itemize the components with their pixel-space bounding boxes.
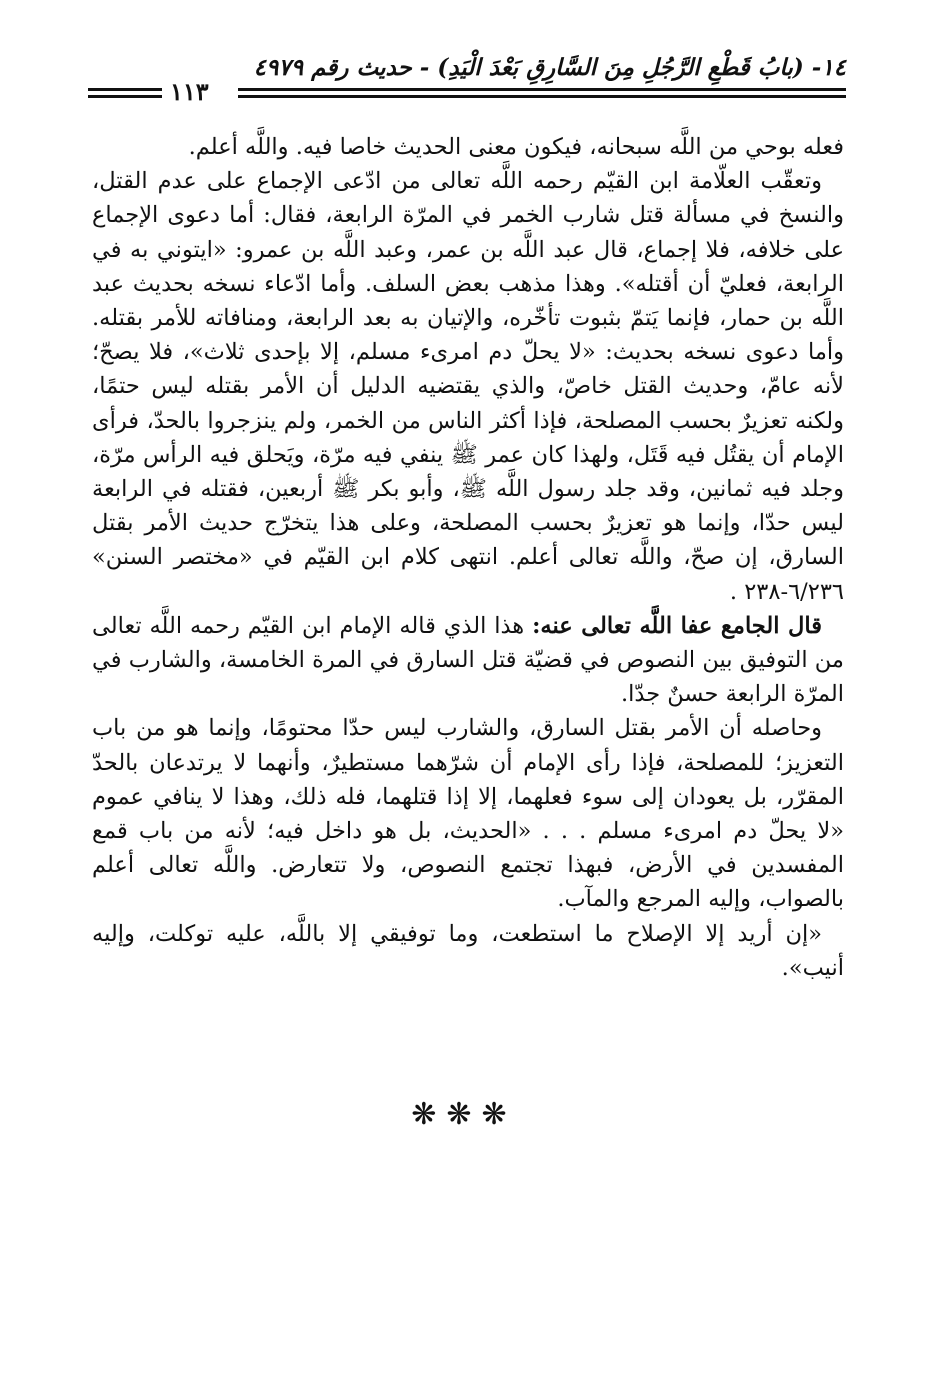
paragraph-text: فعله بوحي من اللَّه سبحانه، فيكون معنى الحديث خاصا فيه. واللَّه أعلم. [188,134,844,160]
paragraph-5 [92,917,844,985]
paragraph-4 [92,711,844,916]
paragraph-text: وحاصله أن الأمر بقتل السارق، والشارب ليس حدّا محتومًا، وإنما هو من باب التعزيز؛ للمصلحة، فإذا رأى الإمام أن شرّهما مستطيرٌ، وأنهما لا يرتدعان بالحدّ المقرّر، بل يعودان إلى سوء فعلهما، إلا إذا قتلهما، فله ذلك، وهذا لا ينافي عموم «لا يحلّ دم امرىء مسلم . . . «الحديث، بل هو داخل فيه؛ لأنه من باب قمع المفسدين في الأرض، فبهذا تجتمع النصوص، ولا تتعارض. واللَّه تعالى أعلم بالصواب، وإليه المرجع والمآب. [92,715,844,913]
main-text [92,130,844,985]
paragraph-2 [92,164,844,609]
header-rule [238,88,846,98]
paragraph-3 [92,609,844,712]
paragraph-1 [92,130,844,164]
chapter-title: ١٤- (بابُ قَطْعِ الرَّجُلِ مِنَ السَّارِقِ بَعْدَ الْيَدِ) - حديث رقم ٤٩٧٩ [253,54,846,81]
paragraph-text: «إن أريد إلا الإصلاح ما استطعت، وما توفيقي إلا باللَّه، عليه توكلت، وإليه أنيب». [92,920,844,981]
paragraph-text: وتعقّب العلّامة ابن القيّم رحمه اللَّه تعالى من ادّعى الإجماع على عدم القتل، والنسخ في مسألة قتل شارب الخمر في المرّة الرابعة، فقال: أما دعوى الإجماع على خلافه، فلا إجماع، قال عبد اللَّه بن عمر، وعبد اللَّه بن عمرو: «ايتوني به في الرابعة، فعليّ أن أقتله». وهذا مذهب بعض السلف. وأما ادّعاء نسخه بحديث عبد اللَّه بن حمار، فإنما يَتمّ بثبوت تأخّره، والإتيان به بعد الرابعة، ومنافاته للأمر بقتله. وأما دعوى نسخه بحديث: «لا يحلّ دم امرىء مسلم، إلا بإحدى ثلاث»، فلا يصحّ؛ لأنه عامّ، وحديث القتل خاصّ، والذي يقتضيه الدليل أن الأمر بقتله ليس حتمًا، ولكنه تعزيرٌ بحسب المصلحة، فإذا أكثر الناس من الخمر، ولم ينزجروا بالحدّ، فرأى الإمام أن يقتُل فيه قَتَل، ولهذا كان عمر ﷺ ينفي فيه مرّة، ويَحلق فيه الرأس مرّة، وجلد فيه ثمانين، وقد جلد رسول اللَّه ﷺ، وأبو بكر ﷺ أربعين، فقتله في الرابعة ليس حدّا، وإنما هو تعزيرٌ بحسب المصلحة، وعلى هذا يتخرّج حديث الأمر بقتل السارق، إن صحّ، واللَّه تعالى أعلم. انتهى كلام ابن القيّم في «مختصر السنن» ٦/٢٣٦-٢٣٨ . [92,168,844,605]
running-header [88,52,846,106]
paragraph-lead: قال الجامع عفا اللَّه تعالى عنه: [532,612,822,639]
paragraph-text: هذا الذي قاله الإمام ابن القيّم رحمه اللَّه تعالى من التوفيق بين النصوص في قضيّة قتل السارق في المرة الخامسة، والشارب في المرّة الرابعة حسنٌ جدّا. [92,612,844,708]
page-number-rule [88,88,162,98]
section-separator: ❋❋❋ [411,1097,517,1132]
page-number: ١١٣ [170,77,209,106]
